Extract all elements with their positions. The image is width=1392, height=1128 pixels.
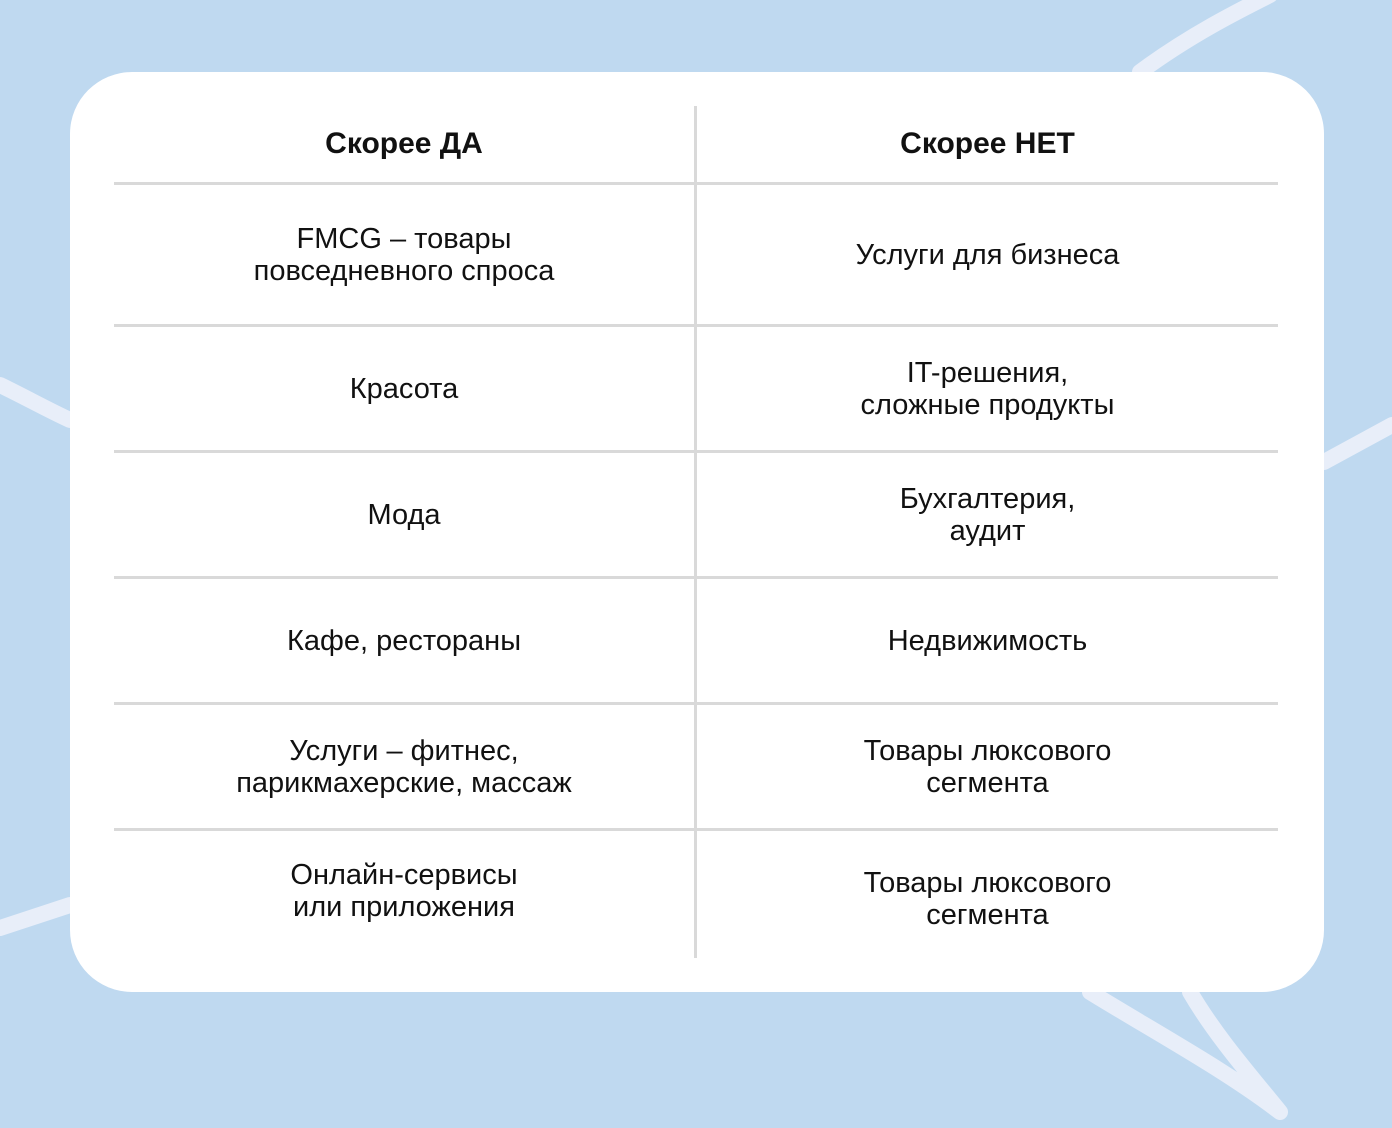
decorative-curve-top-right	[1140, 0, 1270, 72]
decorative-curve-bottom	[1090, 992, 1280, 1112]
no-cell-it-solutions: IT-решения, сложные продукты	[860, 356, 1115, 421]
no-cell-luxury-goods: Товары люксового сегмента	[863, 734, 1112, 799]
comparison-card	[70, 72, 1324, 992]
decorative-curve-left-lower	[0, 905, 70, 928]
decorative-curve-right-middle	[1324, 425, 1392, 462]
no-cell-luxury-goods-2: Товары люксового сегмента	[863, 867, 1112, 931]
yes-cell-cafes: Кафе, рестораны	[286, 624, 522, 657]
yes-cell-fashion: Мода	[367, 498, 441, 531]
no-cell-accounting: Бухгалтерия, аудит	[899, 482, 1076, 547]
header-no: Скорее НЕТ	[900, 127, 1075, 160]
yes-cell-beauty: Красота	[349, 372, 459, 405]
header-yes: Скорее ДА	[325, 127, 483, 160]
yes-cell-services: Услуги – фитнес, парикмахерские, массаж	[236, 734, 572, 799]
yes-cell-online-services: Онлайн-сервисы или приложения	[290, 859, 518, 923]
yes-cell-fmcg: FMCG – товары повседневного спроса	[253, 222, 555, 287]
decorative-curve-left-upper	[0, 385, 70, 420]
no-cell-business-services: Услуги для бизнеса	[855, 238, 1120, 271]
no-cell-real-estate: Недвижимость	[887, 624, 1088, 657]
